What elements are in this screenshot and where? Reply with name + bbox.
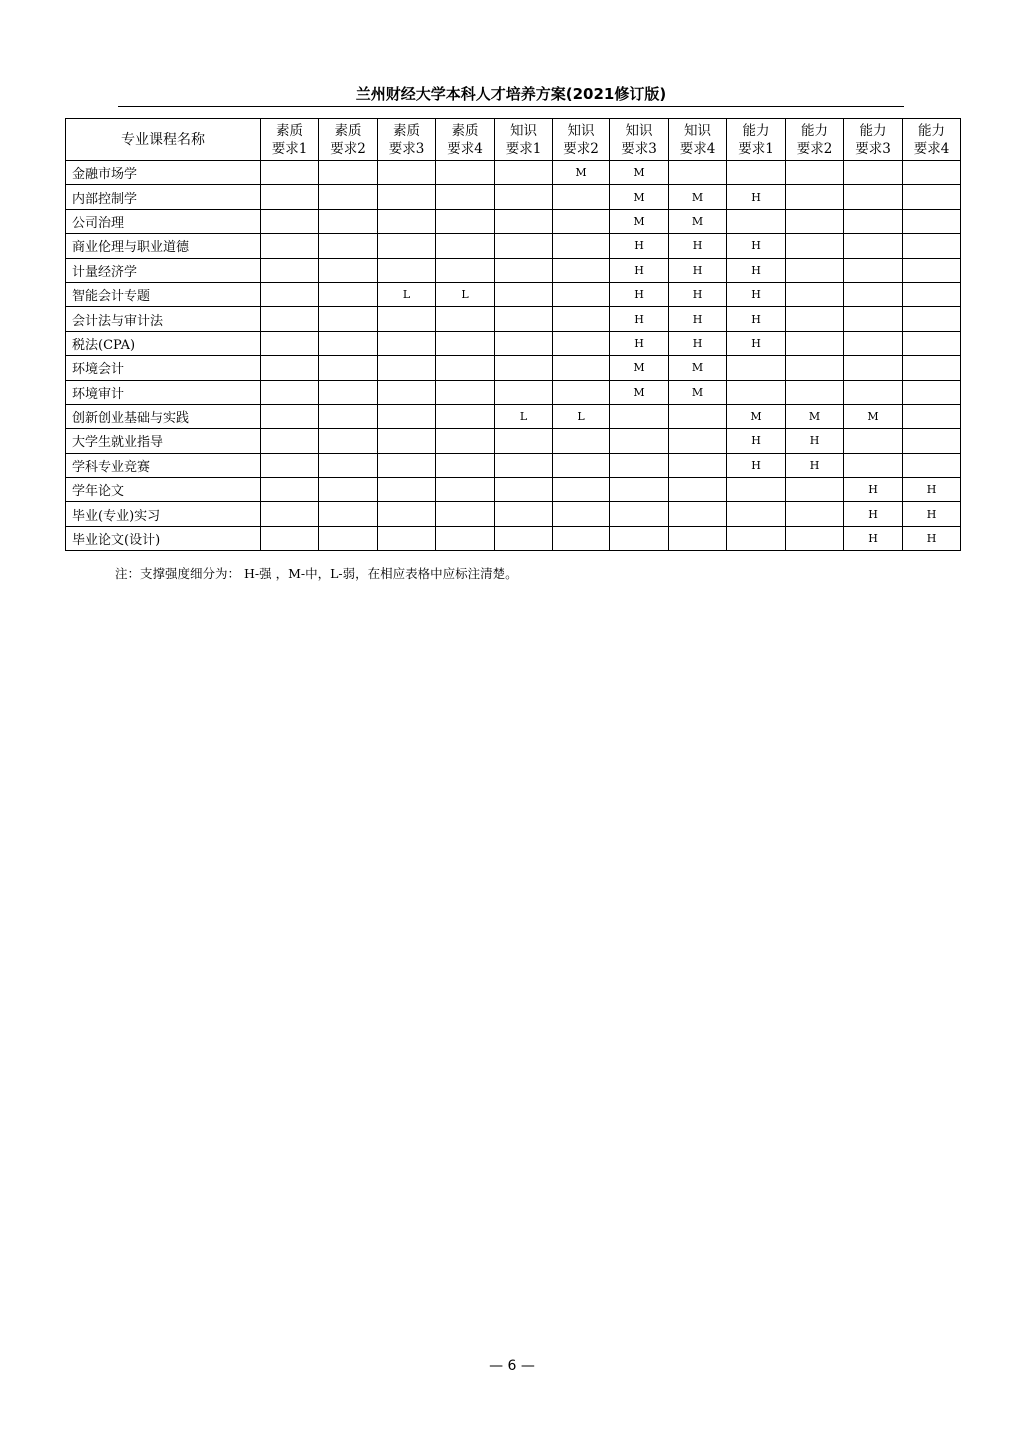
requirement-column-header xyxy=(786,119,844,161)
support-strength-cell xyxy=(378,258,436,282)
support-strength-cell xyxy=(786,526,844,550)
support-strength-cell xyxy=(844,331,903,355)
support-strength-cell xyxy=(261,526,319,550)
support-strength-cell xyxy=(727,161,786,185)
support-strength-cell xyxy=(495,161,553,185)
support-strength-cell: H xyxy=(727,429,786,453)
support-strength-cell xyxy=(261,307,319,331)
support-strength-cell xyxy=(903,161,961,185)
support-strength-cell xyxy=(261,331,319,355)
support-strength-cell xyxy=(844,258,903,282)
support-strength-cell xyxy=(495,209,553,233)
support-strength-cell: M xyxy=(610,356,669,380)
column-category-label: 素质 xyxy=(276,122,303,139)
table-row xyxy=(66,380,961,404)
support-strength-cell xyxy=(786,380,844,404)
table-row xyxy=(66,185,961,209)
support-strength-cell xyxy=(261,209,319,233)
support-strength-cell xyxy=(844,380,903,404)
requirement-column-header xyxy=(844,119,903,161)
support-strength-cell xyxy=(669,502,727,526)
support-strength-cell xyxy=(319,258,378,282)
course-requirement-matrix xyxy=(65,118,961,551)
table-row xyxy=(66,453,961,477)
support-strength-cell xyxy=(903,185,961,209)
support-strength-cell xyxy=(436,185,495,209)
support-strength-cell xyxy=(495,307,553,331)
support-strength-cell: H xyxy=(727,453,786,477)
support-strength-cell xyxy=(786,185,844,209)
column-category-label: 素质 xyxy=(393,122,420,139)
support-strength-cell: H xyxy=(903,526,961,550)
support-strength-cell xyxy=(727,478,786,502)
table-row xyxy=(66,331,961,355)
requirement-column-header xyxy=(610,119,669,161)
course-name-cell: 创新创业基础与实践 xyxy=(66,404,261,428)
requirement-column-header xyxy=(378,119,436,161)
support-strength-cell xyxy=(553,356,610,380)
column-requirement-label: 要求1 xyxy=(505,140,542,157)
support-strength-cell xyxy=(553,258,610,282)
support-strength-cell xyxy=(319,526,378,550)
support-strength-cell xyxy=(261,429,319,453)
course-name-cell: 学科专业竞赛 xyxy=(66,453,261,477)
support-strength-cell xyxy=(261,282,319,306)
requirement-column-header xyxy=(495,119,553,161)
column-category-label: 知识 xyxy=(684,122,711,139)
support-strength-cell xyxy=(669,161,727,185)
support-strength-cell xyxy=(378,453,436,477)
support-strength-cell xyxy=(436,234,495,258)
table-row xyxy=(66,502,961,526)
column-requirement-label: 要求4 xyxy=(679,140,716,157)
course-name-header: 专业课程名称 xyxy=(66,119,261,161)
support-strength-cell xyxy=(261,234,319,258)
support-strength-cell: L xyxy=(436,282,495,306)
support-strength-cell xyxy=(319,307,378,331)
column-category-label: 能力 xyxy=(918,122,945,139)
support-strength-cell: H xyxy=(903,478,961,502)
support-strength-cell xyxy=(319,331,378,355)
support-strength-cell: H xyxy=(669,258,727,282)
support-strength-cell xyxy=(786,502,844,526)
support-strength-cell xyxy=(261,453,319,477)
support-strength-cell xyxy=(261,258,319,282)
support-strength-cell xyxy=(553,502,610,526)
support-strength-cell xyxy=(319,209,378,233)
course-name-cell: 智能会计专题 xyxy=(66,282,261,306)
support-strength-cell: H xyxy=(669,282,727,306)
support-strength-cell xyxy=(903,429,961,453)
support-strength-cell xyxy=(610,404,669,428)
support-strength-cell xyxy=(669,526,727,550)
table-row xyxy=(66,161,961,185)
support-strength-cell: H xyxy=(844,478,903,502)
table-row xyxy=(66,478,961,502)
requirement-column-header xyxy=(553,119,610,161)
column-category-label: 能力 xyxy=(859,122,887,139)
support-strength-cell xyxy=(436,356,495,380)
support-strength-cell xyxy=(903,453,961,477)
support-strength-cell xyxy=(436,307,495,331)
support-strength-cell xyxy=(669,429,727,453)
support-strength-cell xyxy=(436,429,495,453)
course-name-cell: 内部控制学 xyxy=(66,185,261,209)
course-name-cell: 公司治理 xyxy=(66,209,261,233)
support-strength-cell xyxy=(844,185,903,209)
support-strength-cell xyxy=(319,380,378,404)
support-strength-cell xyxy=(553,282,610,306)
support-strength-cell xyxy=(261,502,319,526)
support-strength-cell: M xyxy=(610,209,669,233)
support-strength-cell xyxy=(669,453,727,477)
support-strength-cell: H xyxy=(610,331,669,355)
support-strength-cell xyxy=(261,185,319,209)
support-strength-cell: H xyxy=(727,307,786,331)
support-strength-cell xyxy=(903,380,961,404)
support-strength-cell xyxy=(786,258,844,282)
requirement-column-header xyxy=(261,119,319,161)
support-strength-cell xyxy=(669,478,727,502)
support-strength-cell xyxy=(903,404,961,428)
support-strength-cell xyxy=(436,209,495,233)
support-strength-cell: M xyxy=(669,209,727,233)
support-strength-cell xyxy=(553,453,610,477)
support-strength-cell xyxy=(844,209,903,233)
support-strength-cell xyxy=(378,234,436,258)
support-strength-cell xyxy=(319,161,378,185)
support-strength-cell: H xyxy=(844,502,903,526)
support-strength-cell: M xyxy=(669,356,727,380)
column-requirement-label: 要求3 xyxy=(388,140,425,157)
support-strength-cell xyxy=(844,356,903,380)
support-strength-cell xyxy=(903,307,961,331)
support-strength-cell: M xyxy=(610,185,669,209)
support-strength-cell xyxy=(553,307,610,331)
support-strength-cell xyxy=(669,404,727,428)
support-strength-cell xyxy=(903,258,961,282)
support-strength-cell xyxy=(844,429,903,453)
support-strength-cell xyxy=(786,234,844,258)
support-strength-cell xyxy=(378,161,436,185)
support-strength-cell xyxy=(319,282,378,306)
page-header: 兰州财经大学本科人才培养方案(2021修订版) xyxy=(355,85,667,103)
support-strength-cell xyxy=(610,502,669,526)
support-strength-cell: H xyxy=(610,258,669,282)
support-strength-cell xyxy=(786,331,844,355)
support-strength-cell xyxy=(495,331,553,355)
support-strength-cell xyxy=(903,331,961,355)
support-strength-cell xyxy=(319,478,378,502)
course-name-cell: 商业伦理与职业道德 xyxy=(66,234,261,258)
support-strength-cell xyxy=(786,161,844,185)
requirement-column-header xyxy=(436,119,495,161)
course-name-cell: 计量经济学 xyxy=(66,258,261,282)
table-row xyxy=(66,404,961,428)
support-strength-cell xyxy=(378,185,436,209)
support-strength-cell xyxy=(319,502,378,526)
support-strength-cell: H xyxy=(786,429,844,453)
support-strength-cell: M xyxy=(610,380,669,404)
support-strength-cell xyxy=(903,234,961,258)
column-requirement-label: 要求3 xyxy=(621,140,657,157)
support-strength-note: 注：支撑强度细分为： H-强 ，M-中，L-弱，在相应表格中应标注清楚。 xyxy=(115,566,518,581)
header-divider xyxy=(118,106,904,107)
support-strength-cell xyxy=(610,453,669,477)
support-strength-cell xyxy=(495,234,553,258)
support-strength-cell xyxy=(436,258,495,282)
course-name-cell: 环境审计 xyxy=(66,380,261,404)
support-strength-cell: M xyxy=(553,161,610,185)
support-strength-cell: H xyxy=(903,502,961,526)
support-strength-cell xyxy=(727,526,786,550)
support-strength-cell xyxy=(319,429,378,453)
support-strength-cell: H xyxy=(669,307,727,331)
table-row xyxy=(66,234,961,258)
support-strength-cell: H xyxy=(669,234,727,258)
column-category-label: 知识 xyxy=(567,122,595,139)
column-requirement-label: 要求1 xyxy=(271,140,308,157)
support-strength-cell xyxy=(553,478,610,502)
support-strength-cell xyxy=(553,185,610,209)
support-strength-cell xyxy=(495,502,553,526)
support-strength-cell xyxy=(786,307,844,331)
support-strength-cell xyxy=(495,185,553,209)
requirement-column-header xyxy=(669,119,727,161)
support-strength-cell: H xyxy=(786,453,844,477)
support-strength-cell xyxy=(378,356,436,380)
support-strength-cell xyxy=(378,502,436,526)
support-strength-cell xyxy=(495,429,553,453)
column-category-label: 知识 xyxy=(625,122,653,139)
support-strength-cell xyxy=(844,453,903,477)
table-header-row xyxy=(66,119,961,161)
support-strength-cell xyxy=(553,526,610,550)
column-requirement-label: 要求1 xyxy=(738,140,774,157)
support-strength-cell: L xyxy=(495,404,553,428)
support-strength-cell xyxy=(553,209,610,233)
support-strength-cell xyxy=(436,161,495,185)
course-name-cell: 环境会计 xyxy=(66,356,261,380)
support-strength-cell xyxy=(553,380,610,404)
support-strength-cell xyxy=(378,404,436,428)
column-category-label: 能力 xyxy=(742,122,770,139)
column-requirement-label: 要求2 xyxy=(330,140,366,157)
support-strength-cell xyxy=(261,478,319,502)
course-name-cell: 会计法与审计法 xyxy=(66,307,261,331)
support-strength-cell xyxy=(495,453,553,477)
support-strength-cell: H xyxy=(610,234,669,258)
support-strength-cell xyxy=(727,502,786,526)
support-strength-cell xyxy=(903,282,961,306)
column-category-label: 知识 xyxy=(510,122,537,139)
support-strength-cell: H xyxy=(610,282,669,306)
support-strength-cell xyxy=(319,185,378,209)
support-strength-cell xyxy=(844,307,903,331)
support-strength-cell: H xyxy=(727,185,786,209)
support-strength-cell xyxy=(553,429,610,453)
support-strength-cell: M xyxy=(786,404,844,428)
support-strength-cell: H xyxy=(727,282,786,306)
support-strength-cell xyxy=(436,502,495,526)
support-strength-cell xyxy=(319,453,378,477)
support-strength-cell xyxy=(261,404,319,428)
support-strength-cell: H xyxy=(844,526,903,550)
column-category-label: 能力 xyxy=(801,122,828,139)
column-requirement-label: 要求4 xyxy=(913,140,950,157)
support-strength-cell: M xyxy=(727,404,786,428)
support-strength-cell xyxy=(261,161,319,185)
support-strength-cell xyxy=(378,429,436,453)
table-row xyxy=(66,282,961,306)
support-strength-cell xyxy=(495,380,553,404)
support-strength-cell xyxy=(436,380,495,404)
support-strength-cell xyxy=(786,356,844,380)
support-strength-cell: H xyxy=(610,307,669,331)
support-strength-cell xyxy=(378,331,436,355)
support-strength-cell xyxy=(727,356,786,380)
support-strength-cell xyxy=(436,453,495,477)
support-strength-cell xyxy=(436,526,495,550)
support-strength-cell xyxy=(553,234,610,258)
page-number: — 6 — xyxy=(489,1358,535,1374)
course-name-cell: 学年论文 xyxy=(66,478,261,502)
table-body xyxy=(66,161,961,551)
table-row xyxy=(66,429,961,453)
support-strength-cell xyxy=(495,526,553,550)
support-strength-cell xyxy=(378,307,436,331)
support-strength-cell xyxy=(319,356,378,380)
course-name-cell: 毕业论文(设计) xyxy=(66,526,261,550)
support-strength-cell xyxy=(378,209,436,233)
support-strength-cell xyxy=(903,356,961,380)
support-strength-cell: H xyxy=(727,258,786,282)
support-strength-cell xyxy=(903,209,961,233)
requirement-column-header xyxy=(727,119,786,161)
support-strength-cell xyxy=(786,209,844,233)
column-category-label: 素质 xyxy=(334,122,362,139)
column-requirement-label: 要求2 xyxy=(796,140,833,157)
support-strength-cell: M xyxy=(669,380,727,404)
support-strength-cell xyxy=(378,526,436,550)
support-strength-cell: M xyxy=(844,404,903,428)
support-strength-cell xyxy=(261,380,319,404)
support-strength-cell xyxy=(553,331,610,355)
support-strength-cell xyxy=(495,478,553,502)
support-strength-cell xyxy=(495,258,553,282)
table-row xyxy=(66,258,961,282)
table-row xyxy=(66,209,961,233)
support-strength-cell xyxy=(319,404,378,428)
course-name-cell: 税法(CPA) xyxy=(66,331,261,355)
column-requirement-label: 要求4 xyxy=(447,140,483,157)
support-strength-cell xyxy=(378,380,436,404)
support-strength-cell xyxy=(786,478,844,502)
support-strength-cell xyxy=(378,478,436,502)
support-strength-cell xyxy=(727,380,786,404)
table-row xyxy=(66,526,961,550)
support-strength-cell: L xyxy=(553,404,610,428)
support-strength-cell xyxy=(727,209,786,233)
column-requirement-label: 要求2 xyxy=(563,140,599,157)
support-strength-cell: H xyxy=(727,331,786,355)
course-name-cell: 金融市场学 xyxy=(66,161,261,185)
support-strength-cell xyxy=(436,331,495,355)
support-strength-cell xyxy=(610,478,669,502)
support-strength-cell: H xyxy=(727,234,786,258)
support-strength-cell xyxy=(495,356,553,380)
support-strength-cell xyxy=(844,282,903,306)
column-category-label: 素质 xyxy=(451,122,479,139)
column-requirement-label: 要求3 xyxy=(855,140,891,157)
table-row xyxy=(66,356,961,380)
requirement-column-header xyxy=(903,119,961,161)
support-strength-cell: L xyxy=(378,282,436,306)
support-strength-cell xyxy=(786,282,844,306)
course-name-cell: 毕业(专业)实习 xyxy=(66,502,261,526)
support-strength-cell: M xyxy=(669,185,727,209)
support-strength-cell xyxy=(495,282,553,306)
support-strength-cell xyxy=(436,478,495,502)
support-strength-cell: H xyxy=(669,331,727,355)
support-strength-cell xyxy=(610,429,669,453)
support-strength-cell xyxy=(319,234,378,258)
course-name-cell: 大学生就业指导 xyxy=(66,429,261,453)
support-strength-cell xyxy=(844,161,903,185)
requirement-column-header xyxy=(319,119,378,161)
support-strength-cell xyxy=(844,234,903,258)
table-row xyxy=(66,307,961,331)
support-strength-cell xyxy=(261,356,319,380)
support-strength-cell xyxy=(610,526,669,550)
support-strength-cell xyxy=(436,404,495,428)
support-strength-cell: M xyxy=(610,161,669,185)
